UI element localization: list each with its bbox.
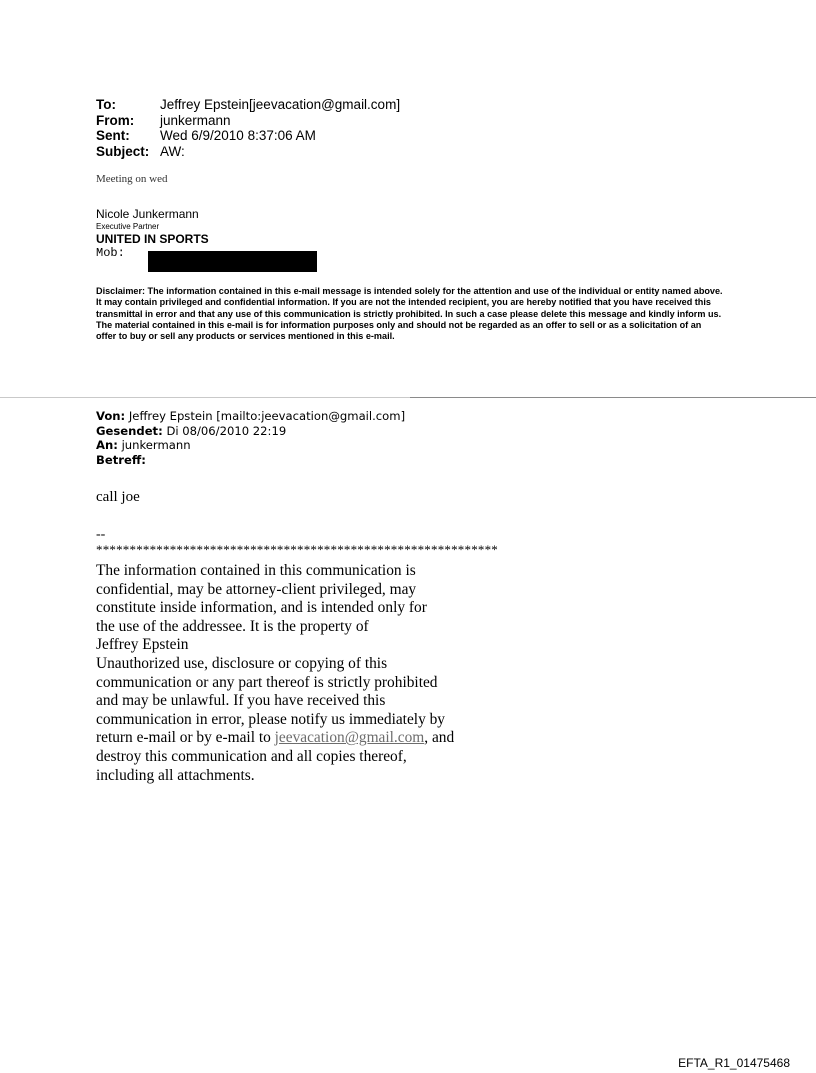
quoted-an-row <box>96 438 405 453</box>
document-id: EFTA_R1_01475468 <box>678 1056 790 1070</box>
notice-line: and may be unlawful. If you have received this <box>96 692 386 710</box>
confidentiality-notice <box>96 562 516 785</box>
signature-name: Nicole Junkermann <box>96 207 199 221</box>
email-header <box>96 97 400 159</box>
quoted-von-row <box>96 409 405 424</box>
notice-line-pre: return e-mail or by e-mail to <box>96 729 275 747</box>
message-text: Meeting on wed <box>96 173 168 185</box>
von-value: Jeffrey Epstein [mailto:jeevacation@gmail.com] <box>128 409 406 423</box>
notice-line: including all attachments. <box>96 766 255 784</box>
notice-line: Unauthorized use, disclosure or copying of this <box>96 654 388 672</box>
header-row-to <box>96 97 400 113</box>
notice-line: confidential, may be attorney-client privileged, may <box>96 580 417 598</box>
header-row-sent <box>96 128 400 144</box>
email-link[interactable]: jeevacation@gmail.com <box>274 729 425 747</box>
quoted-gesendet-row <box>96 424 405 439</box>
notice-line: the use of the addressee. It is the property of <box>96 617 369 635</box>
notice-line: Jeffrey Epstein <box>96 636 189 654</box>
signature-mob-label: Mob: <box>96 246 125 260</box>
signature-org: UNITED IN SPORTS <box>96 232 209 246</box>
gesendet-label: Gesendet: <box>96 423 163 438</box>
to-value: Jeffrey Epstein[jeevacation@gmail.com] <box>160 97 401 112</box>
from-label: From: <box>96 112 135 128</box>
notice-line: destroy this communication and all copies thereof, <box>96 747 407 765</box>
header-row-from <box>96 113 400 129</box>
disclaimer-text: Disclaimer: The information contained in this e-mail message is intended solely for the attention and use of the individual or entity named above. It may contain privileged and confidential information. If you are not the intended recipient, you are hereby notified that you have received this transmittal in error and that any use of this communication is strictly prohibited. In such a case please delete this message and kindly inform us. The material contained in this e-mail is for information purposes only and should not be regarded as an offer to sell or as a solicitation of an offer to buy or sell any products or services mentioned in this e-mail. <box>96 286 723 342</box>
quoted-header <box>96 409 405 467</box>
redaction-box <box>148 251 317 272</box>
notice-line: communication or any part thereof is strictly prohibited <box>96 673 438 691</box>
gesendet-value: Di 08/06/2010 22:19 <box>166 423 287 438</box>
betreff-label: Betreff: <box>96 452 146 467</box>
subject-label: Subject: <box>96 143 150 159</box>
quoted-body: call joe <box>96 489 140 505</box>
notice-line: The information contained in this communication is <box>96 562 416 579</box>
notice-line: constitute inside information, and is intended only for <box>96 599 427 617</box>
an-value: junkermann <box>121 438 191 452</box>
signature-dashes: -- <box>96 527 106 542</box>
to-label: To: <box>96 97 116 112</box>
header-row-subject <box>96 144 400 160</box>
von-label: Von: <box>96 409 126 423</box>
subject-value: AW: <box>160 143 185 159</box>
notice-line-post: , and <box>424 729 455 747</box>
quoted-betreff-row <box>96 453 405 468</box>
an-label: An: <box>96 438 118 452</box>
from-value: junkermann <box>160 112 231 128</box>
sent-value: Wed 6/9/2010 8:37:06 AM <box>160 128 316 143</box>
divider-highlight <box>0 397 410 398</box>
notice-line-with-link <box>96 729 516 748</box>
sent-label: Sent: <box>96 128 130 143</box>
signature-title: Executive Partner <box>96 222 160 231</box>
stars-separator: ************************************************************ <box>96 542 498 557</box>
notice-line: communication in error, please notify us immediately by <box>96 710 446 728</box>
